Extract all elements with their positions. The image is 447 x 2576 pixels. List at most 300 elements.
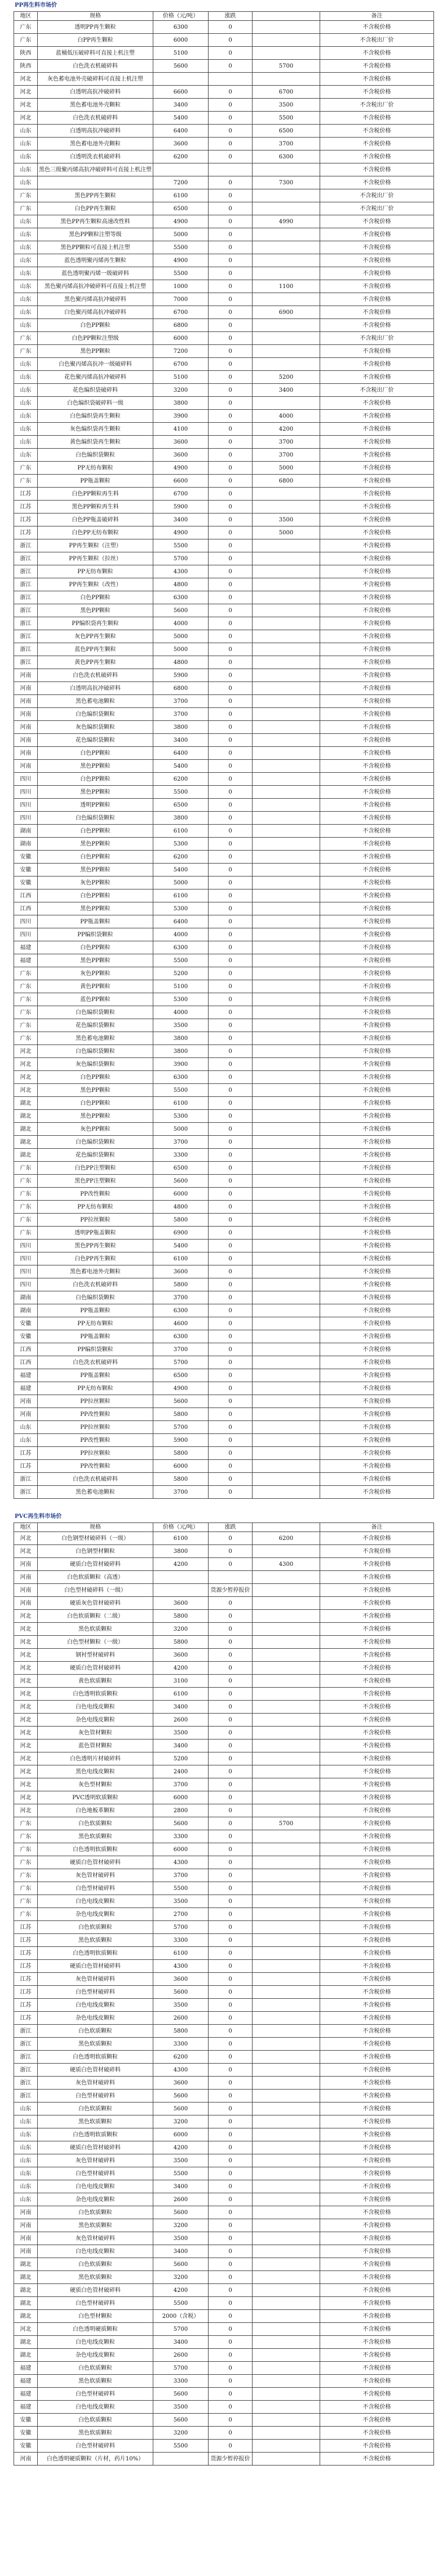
cell-note: 不含税价格 <box>320 889 434 902</box>
table-row <box>14 1330 434 1343</box>
cell-spec: 白色洗衣机破碎料 <box>38 60 153 73</box>
cell-extra <box>253 1934 320 1947</box>
cell-extra: 6700 <box>253 86 320 99</box>
cell-change: 0 <box>209 1162 253 1175</box>
cell-change: 0 <box>209 138 253 151</box>
cell-note: 不含税价格 <box>320 2193 434 2206</box>
cell-price: 5100 <box>153 371 209 384</box>
table-row <box>14 1714 434 1727</box>
table-row <box>14 1265 434 1278</box>
table-row <box>14 73 434 86</box>
cell-change: 0 <box>209 799 253 812</box>
cell-price: 3500 <box>153 1999 209 2012</box>
cell-price: 5900 <box>153 1434 209 1447</box>
cell-change: 0 <box>209 1317 253 1330</box>
cell-change: 0 <box>209 1058 253 1071</box>
cell-region: 江西 <box>14 889 38 902</box>
cell-region: 河南 <box>14 2219 38 2232</box>
cell-region: 浙江 <box>14 617 38 630</box>
cell-change: 0 <box>209 2271 253 2284</box>
cell-change: 0 <box>209 2141 253 2154</box>
table-row <box>14 2051 434 2064</box>
cell-extra <box>253 877 320 889</box>
table-row <box>14 1395 434 1408</box>
cell-extra <box>253 1045 320 1058</box>
header-extra <box>253 12 320 21</box>
cell-region: 浙江 <box>14 539 38 552</box>
cell-region: 河北 <box>14 1804 38 1817</box>
cell-region: 河南 <box>14 1571 38 1584</box>
table-row <box>14 591 434 604</box>
table-row <box>14 2440 434 2453</box>
cell-note: 不含税价格 <box>320 1097 434 1110</box>
cell-spec: 黑色软质颗粒 <box>38 2219 153 2232</box>
cell-extra <box>253 2336 320 2349</box>
cell-price: 5600 <box>153 604 209 617</box>
cell-region: 河北 <box>14 1545 38 1558</box>
cell-extra <box>253 1473 320 1486</box>
cell-price: 3600 <box>153 1597 209 1610</box>
cell-region: 福建 <box>14 1382 38 1395</box>
cell-price: 4300 <box>153 1960 209 1973</box>
cell-change: 0 <box>209 332 253 345</box>
cell-change: 0 <box>209 2297 253 2310</box>
cell-region: 山东 <box>14 2193 38 2206</box>
cell-region: 河北 <box>14 1701 38 1714</box>
cell-note: 不含税价格 <box>320 306 434 319</box>
cell-extra <box>253 1895 320 1908</box>
cell-region: 山东 <box>14 267 38 280</box>
cell-spec: 黑色软质颗粒 <box>38 2271 153 2284</box>
cell-extra <box>253 1791 320 1804</box>
table-row <box>14 2193 434 2206</box>
cell-note: 不含税价格 <box>320 1006 434 1019</box>
table-row <box>14 254 434 267</box>
cell-price: 4900 <box>153 526 209 539</box>
cell-region: 浙江 <box>14 578 38 591</box>
cell-price: 5100 <box>153 47 209 60</box>
table-row <box>14 1558 434 1571</box>
cell-change: 0 <box>209 1986 253 1999</box>
cell-region: 江苏 <box>14 526 38 539</box>
cell-note: 不含税价格 <box>320 1843 434 1856</box>
cell-change: 0 <box>209 682 253 695</box>
cell-spec: 硬质白色管材破碎料 <box>38 1960 153 1973</box>
cell-price: 5600 <box>153 2414 209 2427</box>
cell-extra <box>253 630 320 643</box>
cell-extra <box>253 2232 320 2245</box>
cell-note: 不含税价格 <box>320 1999 434 2012</box>
table-row <box>14 501 434 514</box>
table-row <box>14 2064 434 2077</box>
cell-price: 4800 <box>153 578 209 591</box>
cell-extra <box>253 2167 320 2180</box>
table-row <box>14 747 434 760</box>
cell-extra <box>253 695 320 708</box>
cell-region: 湖北 <box>14 2258 38 2271</box>
cell-change <box>209 1571 253 1584</box>
table-row <box>14 2232 434 2245</box>
cell-spec: 黑色PP颗粒 <box>38 345 153 358</box>
cell-change: 0 <box>209 228 253 241</box>
cell-change: 0 <box>209 877 253 889</box>
table-row <box>14 643 434 656</box>
cell-change: 0 <box>209 2154 253 2167</box>
cell-price: 6000 <box>153 1460 209 1473</box>
cell-price: 5000 <box>153 1123 209 1136</box>
cell-extra <box>253 539 320 552</box>
cell-note: 不含税价格 <box>320 1188 434 1201</box>
cell-region: 江西 <box>14 902 38 915</box>
cell-price: 4300 <box>153 565 209 578</box>
cell-note: 不含税出厂价 <box>320 202 434 215</box>
cell-region: 广东 <box>14 1843 38 1856</box>
pvc-price-table <box>14 1522 434 2466</box>
table-row <box>14 1434 434 1447</box>
cell-region: 浙江 <box>14 630 38 643</box>
cell-spec: 花色编织袋颗粒 <box>38 734 153 747</box>
cell-region: 山东 <box>14 228 38 241</box>
header-extra <box>253 1523 320 1532</box>
table-row <box>14 734 434 747</box>
cell-price: 6300 <box>153 1330 209 1343</box>
cell-change: 0 <box>209 1908 253 1921</box>
cell-extra <box>253 1986 320 1999</box>
cell-note: 不含税价格 <box>320 1960 434 1973</box>
cell-note: 不含税价格 <box>320 176 434 189</box>
cell-price: 6300 <box>153 941 209 954</box>
cell-region: 山东 <box>14 280 38 293</box>
cell-note: 不含税价格 <box>320 656 434 669</box>
cell-note: 不含税价格 <box>320 151 434 163</box>
cell-price: 6800 <box>153 682 209 695</box>
table-row <box>14 708 434 721</box>
cell-region: 河南 <box>14 695 38 708</box>
cell-extra <box>253 773 320 786</box>
cell-change: 0 <box>209 1201 253 1214</box>
cell-region: 湖南 <box>14 1304 38 1317</box>
cell-spec: 黑色PP颗粒 <box>38 786 153 799</box>
cell-region: 河北 <box>14 1084 38 1097</box>
cell-extra: 5200 <box>253 371 320 384</box>
cell-spec: PP再生颗粒（改性） <box>38 578 153 591</box>
cell-spec: 蓝色透明聚丙烯一级破碎料 <box>38 267 153 280</box>
cell-change: 0 <box>209 1408 253 1421</box>
table-row <box>14 151 434 163</box>
cell-region: 山东 <box>14 2154 38 2167</box>
cell-region: 四川 <box>14 1265 38 1278</box>
table-row <box>14 358 434 371</box>
cell-region: 河南 <box>14 1408 38 1421</box>
cell-spec: 白色电线皮颗粒 <box>38 2245 153 2258</box>
cell-price: 6100 <box>153 825 209 838</box>
table-row <box>14 1382 434 1395</box>
cell-spec: 黑色PP注塑颗粒 <box>38 1175 153 1188</box>
table-row <box>14 1752 434 1765</box>
cell-note: 不含税价格 <box>320 2349 434 2362</box>
cell-extra <box>253 1973 320 1986</box>
cell-note: 不含税价格 <box>320 60 434 73</box>
cell-region: 福建 <box>14 2362 38 2375</box>
cell-price: 6900 <box>153 1227 209 1240</box>
cell-region: 山东 <box>14 397 38 410</box>
cell-extra <box>253 799 320 812</box>
cell-price: 6400 <box>153 915 209 928</box>
cell-spec: 黑色蓄电池颗粒 <box>38 695 153 708</box>
cell-spec: 黑色电线皮颗粒 <box>38 1765 153 1778</box>
cell-note: 不含税价格 <box>320 1240 434 1252</box>
cell-extra <box>253 1545 320 1558</box>
cell-change: 0 <box>209 1727 253 1740</box>
cell-change: 0 <box>209 2193 253 2206</box>
cell-note: 不含税价格 <box>320 1532 434 1545</box>
cell-spec: 白PP再生颗粒 <box>38 34 153 47</box>
cell-note: 不含税价格 <box>320 980 434 993</box>
table-row <box>14 345 434 358</box>
cell-spec: 白色PP颗粒注塑级 <box>38 332 153 345</box>
table-row <box>14 1188 434 1201</box>
cell-region: 江苏 <box>14 1960 38 1973</box>
cell-extra <box>253 708 320 721</box>
cell-note: 不含税价格 <box>320 410 434 423</box>
cell-extra <box>253 1227 320 1240</box>
table-row <box>14 993 434 1006</box>
cell-change: 0 <box>209 2103 253 2115</box>
cell-spec: 杂色电线皮颗粒 <box>38 2349 153 2362</box>
cell-extra <box>253 202 320 215</box>
cell-note: 不含税价格 <box>320 877 434 889</box>
cell-region: 湖南 <box>14 1291 38 1304</box>
cell-price: 3700 <box>153 1136 209 1149</box>
cell-region: 广东 <box>14 1895 38 1908</box>
table-row <box>14 1662 434 1675</box>
table-row <box>14 2128 434 2141</box>
cell-price: 6100 <box>153 1532 209 1545</box>
table-row <box>14 2414 434 2427</box>
cell-price: 6800 <box>153 319 209 332</box>
cell-region: 山东 <box>14 176 38 189</box>
cell-extra <box>253 1188 320 1201</box>
table-row <box>14 1921 434 1934</box>
cell-spec: 白色PP颗粒 <box>38 773 153 786</box>
cell-region: 江苏 <box>14 514 38 526</box>
cell-note: 不含税价格 <box>320 928 434 941</box>
cell-price: 4200 <box>153 2284 209 2297</box>
cell-spec: 杂色电线皮颗粒 <box>38 1714 153 1727</box>
table-row <box>14 163 434 176</box>
cell-price: 5400 <box>153 864 209 877</box>
cell-price: 3400 <box>153 1701 209 1714</box>
cell-note: 不含税价格 <box>320 2336 434 2349</box>
cell-region: 山东 <box>14 2167 38 2180</box>
cell-price: 6700 <box>153 306 209 319</box>
table-row <box>14 1675 434 1688</box>
table-row <box>14 112 434 125</box>
cell-spec: PVC透明软质颗粒 <box>38 1791 153 1804</box>
cell-region: 河南 <box>14 2245 38 2258</box>
cell-change: 0 <box>209 630 253 643</box>
cell-change: 0 <box>209 1369 253 1382</box>
pp-table-header <box>14 12 434 21</box>
cell-note: 不含税价格 <box>320 617 434 630</box>
cell-extra <box>253 734 320 747</box>
cell-spec: 白色型材破碎料 <box>38 2388 153 2401</box>
cell-spec: 白色PP再生颗粒 <box>38 1252 153 1265</box>
cell-extra <box>253 1058 320 1071</box>
cell-spec <box>38 176 153 189</box>
cell-note: 不含税价格 <box>320 125 434 138</box>
cell-price: 3900 <box>153 1058 209 1071</box>
cell-price: 3600 <box>153 436 209 449</box>
cell-extra <box>253 2362 320 2375</box>
cell-note: 不含税价格 <box>320 514 434 526</box>
cell-price: 4100 <box>153 423 209 436</box>
cell-price: 5200 <box>153 1752 209 1765</box>
cell-price: 1000 <box>153 280 209 293</box>
cell-region: 湖北 <box>14 2297 38 2310</box>
cell-extra <box>253 864 320 877</box>
cell-extra <box>253 1882 320 1895</box>
cell-region: 山东 <box>14 125 38 138</box>
cell-spec: 白色编织袋颗粒 <box>38 708 153 721</box>
cell-note: 不含税价格 <box>320 526 434 539</box>
cell-note: 不含税出厂价 <box>320 34 434 47</box>
cell-change: 0 <box>209 552 253 565</box>
table-row <box>14 1291 434 1304</box>
table-row <box>14 695 434 708</box>
cell-note: 不含税价格 <box>320 1610 434 1623</box>
cell-change: 0 <box>209 1278 253 1291</box>
cell-price: 4900 <box>153 462 209 475</box>
cell-spec: 白色PP颗粒 <box>38 1097 153 1110</box>
pvc-section-title: PVC再生料市场价 <box>15 1513 62 1520</box>
cell-note: 不含税价格 <box>320 591 434 604</box>
cell-change: 0 <box>209 1947 253 1960</box>
cell-note: 不含税价格 <box>320 1356 434 1369</box>
cell-note: 不含税价格 <box>320 1986 434 1999</box>
cell-extra <box>253 2388 320 2401</box>
cell-price: 2600 <box>153 2012 209 2025</box>
cell-spec: 灰色PP颗粒 <box>38 1123 153 1136</box>
table-row <box>14 1032 434 1045</box>
cell-extra <box>253 1201 320 1214</box>
cell-region: 河南 <box>14 2232 38 2245</box>
cell-note: 不含税价格 <box>320 967 434 980</box>
cell-price: 6500 <box>153 1162 209 1175</box>
cell-note: 不含税价格 <box>320 2284 434 2297</box>
cell-spec: 白色编织袋破碎料一级 <box>38 397 153 410</box>
cell-region: 江西 <box>14 1343 38 1356</box>
cell-note: 不含税价格 <box>320 1486 434 1499</box>
cell-region: 河北 <box>14 1778 38 1791</box>
table-row <box>14 1636 434 1649</box>
cell-note: 不含税价格 <box>320 2453 434 2466</box>
cell-price: 6100 <box>153 189 209 202</box>
cell-spec: 灰色PP再生颗粒 <box>38 630 153 643</box>
cell-note: 不含税价格 <box>320 1649 434 1662</box>
cell-change <box>209 73 253 86</box>
cell-price: 6100 <box>153 1097 209 1110</box>
cell-price: 6700 <box>153 358 209 371</box>
cell-extra <box>253 993 320 1006</box>
table-row <box>14 1727 434 1740</box>
cell-price: 5500 <box>153 267 209 280</box>
cell-spec: 白色PP瓶盖破碎料 <box>38 514 153 526</box>
cell-note: 不含税价格 <box>320 1201 434 1214</box>
cell-extra <box>253 2284 320 2297</box>
cell-spec: PP瓶盖颗粒 <box>38 475 153 488</box>
cell-spec: PP瓶盖颗粒 <box>38 1369 153 1382</box>
cell-region: 湖北 <box>14 2284 38 2297</box>
cell-spec: 蓝色PP颗粒 <box>38 993 153 1006</box>
cell-region: 河北 <box>14 1727 38 1740</box>
cell-price: 6100 <box>153 1688 209 1701</box>
cell-change: 0 <box>209 1084 253 1097</box>
cell-region: 浙江 <box>14 2038 38 2051</box>
cell-change: 0 <box>209 1421 253 1434</box>
cell-region: 福建 <box>14 954 38 967</box>
table-row <box>14 721 434 734</box>
cell-spec: 黑色PP颗粒 <box>38 1110 153 1123</box>
table-row <box>14 241 434 254</box>
cell-change: 0 <box>209 760 253 773</box>
table-row <box>14 2012 434 2025</box>
cell-spec: 白色电线皮颗粒 <box>38 1895 153 1908</box>
cell-note: 不含税价格 <box>320 2154 434 2167</box>
cell-extra <box>253 1610 320 1623</box>
cell-spec: PP改性颗粒 <box>38 1434 153 1447</box>
table-row <box>14 1908 434 1921</box>
cell-spec: 白色软质颗粒 <box>38 2414 153 2427</box>
cell-extra: 6500 <box>253 125 320 138</box>
cell-change: 0 <box>209 1973 253 1986</box>
cell-spec: 白色地板革颗粒 <box>38 1804 153 1817</box>
cell-price: 3700 <box>153 708 209 721</box>
cell-region: 河北 <box>14 73 38 86</box>
cell-extra <box>253 747 320 760</box>
table-row <box>14 630 434 643</box>
table-row <box>14 1960 434 1973</box>
cell-change: 0 <box>209 2362 253 2375</box>
cell-region: 浙江 <box>14 2051 38 2064</box>
cell-region: 广东 <box>14 202 38 215</box>
cell-price: 6300 <box>153 21 209 34</box>
cell-change: 0 <box>209 695 253 708</box>
cell-region: 陕西 <box>14 47 38 60</box>
cell-spec: 硬质白色管材破碎料 <box>38 1856 153 1869</box>
cell-extra <box>253 2115 320 2128</box>
cell-price: 6600 <box>153 86 209 99</box>
cell-spec: 黄色软质颗粒 <box>38 1675 153 1688</box>
cell-extra <box>253 838 320 851</box>
cell-extra <box>253 1019 320 1032</box>
cell-spec: 白色洗衣机破碎料 <box>38 112 153 125</box>
cell-note: 不含税价格 <box>320 2077 434 2090</box>
cell-extra <box>253 941 320 954</box>
cell-note: 不含税价格 <box>320 1921 434 1934</box>
table-row <box>14 2349 434 2362</box>
cell-note: 不含税价格 <box>320 682 434 695</box>
cell-extra <box>253 2193 320 2206</box>
cell-note: 不含税价格 <box>320 1947 434 1960</box>
table-row <box>14 1765 434 1778</box>
cell-spec: 白色聚丙烯高抗冲一级破碎料 <box>38 358 153 371</box>
cell-change: 0 <box>209 1343 253 1356</box>
cell-region: 山东 <box>14 319 38 332</box>
cell-change: 0 <box>209 902 253 915</box>
cell-extra <box>253 1460 320 1473</box>
cell-spec: 白透明高抗冲破碎料 <box>38 682 153 695</box>
